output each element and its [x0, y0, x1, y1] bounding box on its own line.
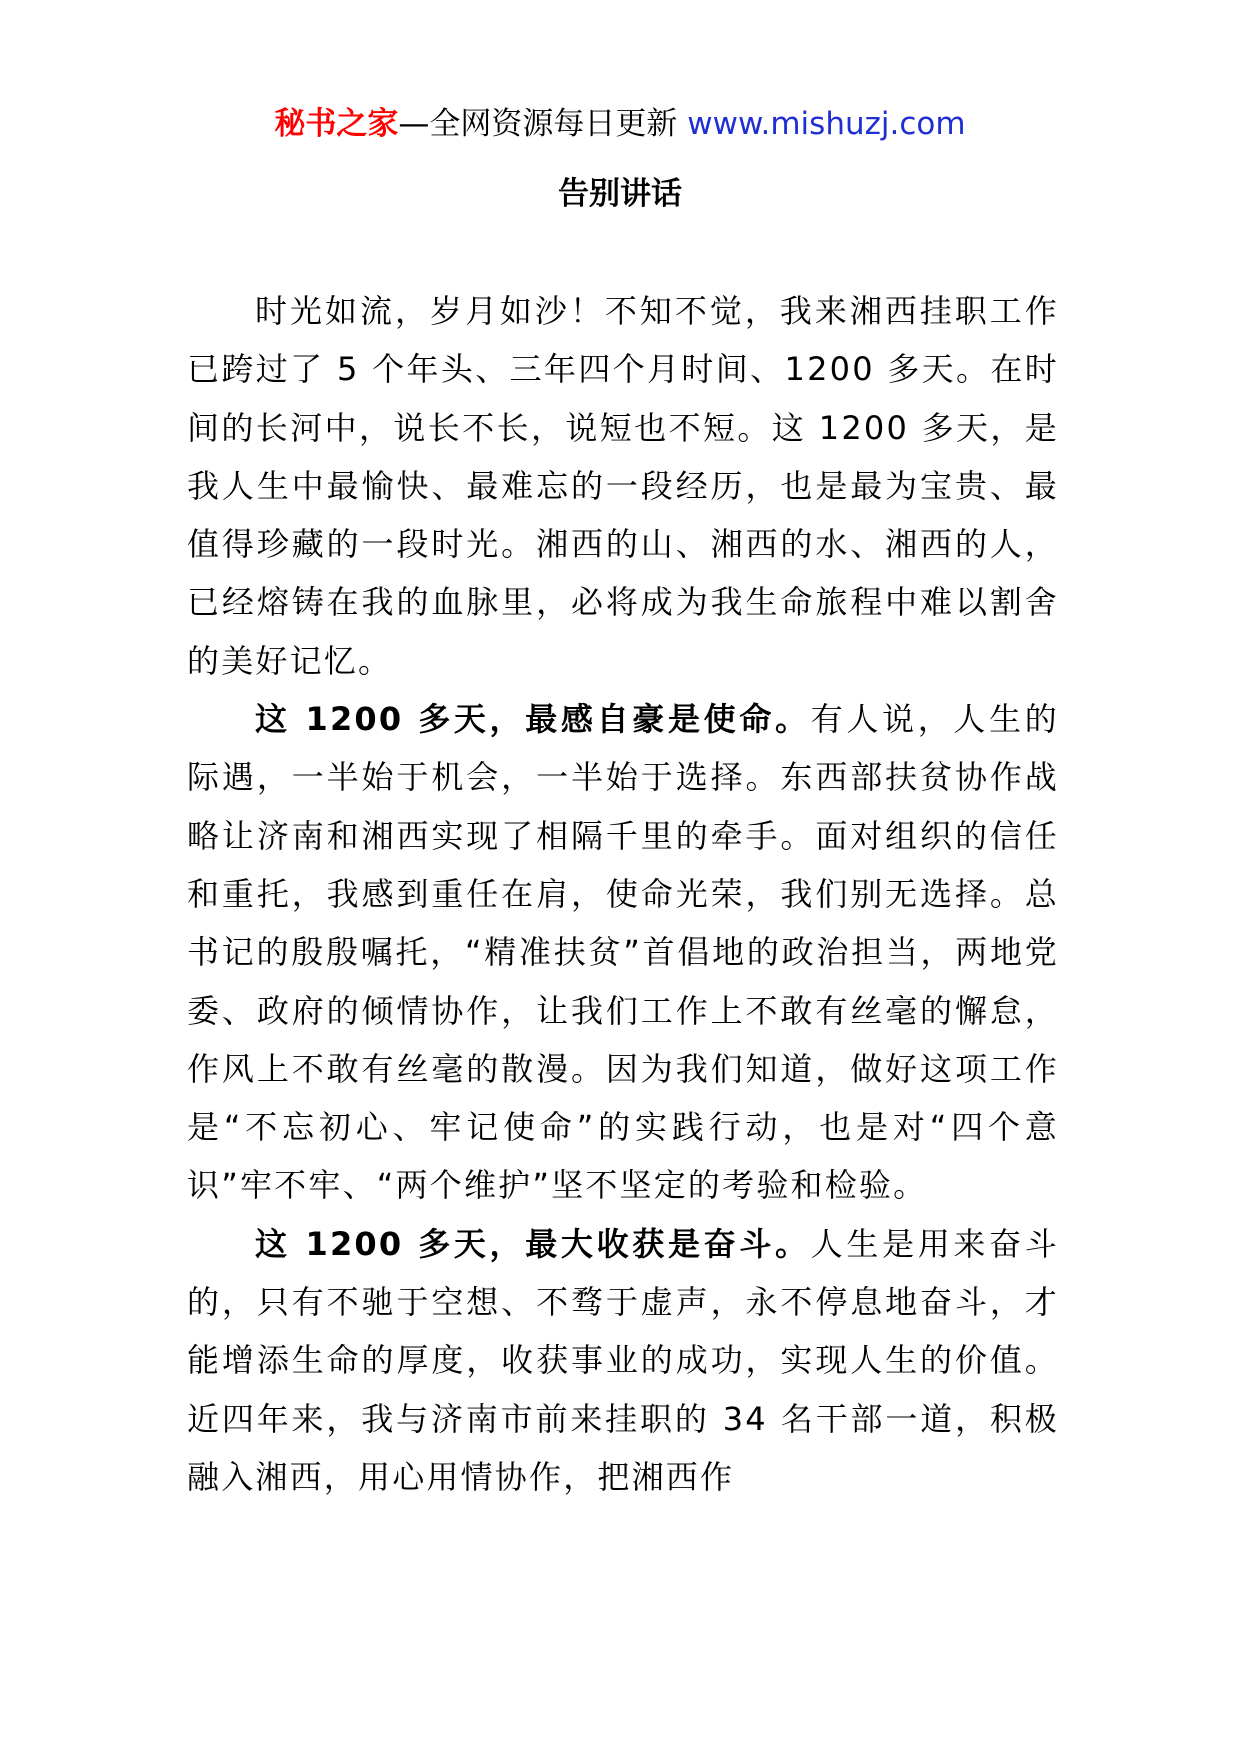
document-title: 告别讲话 [558, 176, 682, 212]
site-header [0, 102, 1240, 146]
paragraph-lead: 这 1200 多天，最感自豪是使命。 [255, 700, 811, 739]
paragraph-2 [187, 690, 1059, 1215]
paragraph-3 [187, 1215, 1059, 1506]
site-brand: 秘书之家 [274, 106, 399, 142]
document-body [187, 282, 1059, 1506]
site-tagline: —全网资源每日更新 [398, 106, 688, 142]
paragraph-1 [187, 282, 1059, 690]
paragraph-text: 人生是用来奋斗的，只有不驰于空想、不骛于虚声，永不停息地奋斗，才能增添生命的厚度，收获事业的成功，实现人生的价值。近四年来，我与济南市前来挂职的 34 名干部一道，积极融入湘西，用心用情协作，把湘西作 [187, 1224, 1059, 1496]
paragraph-lead: 这 1200 多天，最大收获是奋斗。 [255, 1224, 811, 1263]
paragraph-text: 有人说，人生的际遇，一半始于机会，一半始于选择。东西部扶贫协作战略让济南和湘西实现了相隔千里的牵手。面对组织的信任和重托，我感到重任在肩，使命光荣，我们别无选择。总书记的殷殷嘱托，“精准扶贫”首倡地的政治担当，两地党委、政府的倾情协作，让我们工作上不敢有丝毫的懈怠，作风上不敢有丝毫的散漫。因为我们知道，做好这项工作是“不忘初心、牢记使命”的实践行动，也是对“四个意识”牢不牢、“两个维护”坚不坚定的考验和检验。 [187, 700, 1059, 1205]
site-url-link[interactable]: www.mishuzj.com [687, 106, 966, 142]
paragraph-text: 时光如流，岁月如沙！不知不觉，我来湘西挂职工作已跨过了 5 个年头、三年四个月时间、1200 多天。在时间的长河中，说长不长，说短也不短。这 1200 多天，是我人生中最愉快、最难忘的一段经历，也是最为宝贵、最值得珍藏的一段时光。湘西的山、湘西的水、湘西的人，已经熔铸在我的血脉里，必将成为我生命旅程中难以割舍的美好记忆。 [187, 292, 1059, 680]
